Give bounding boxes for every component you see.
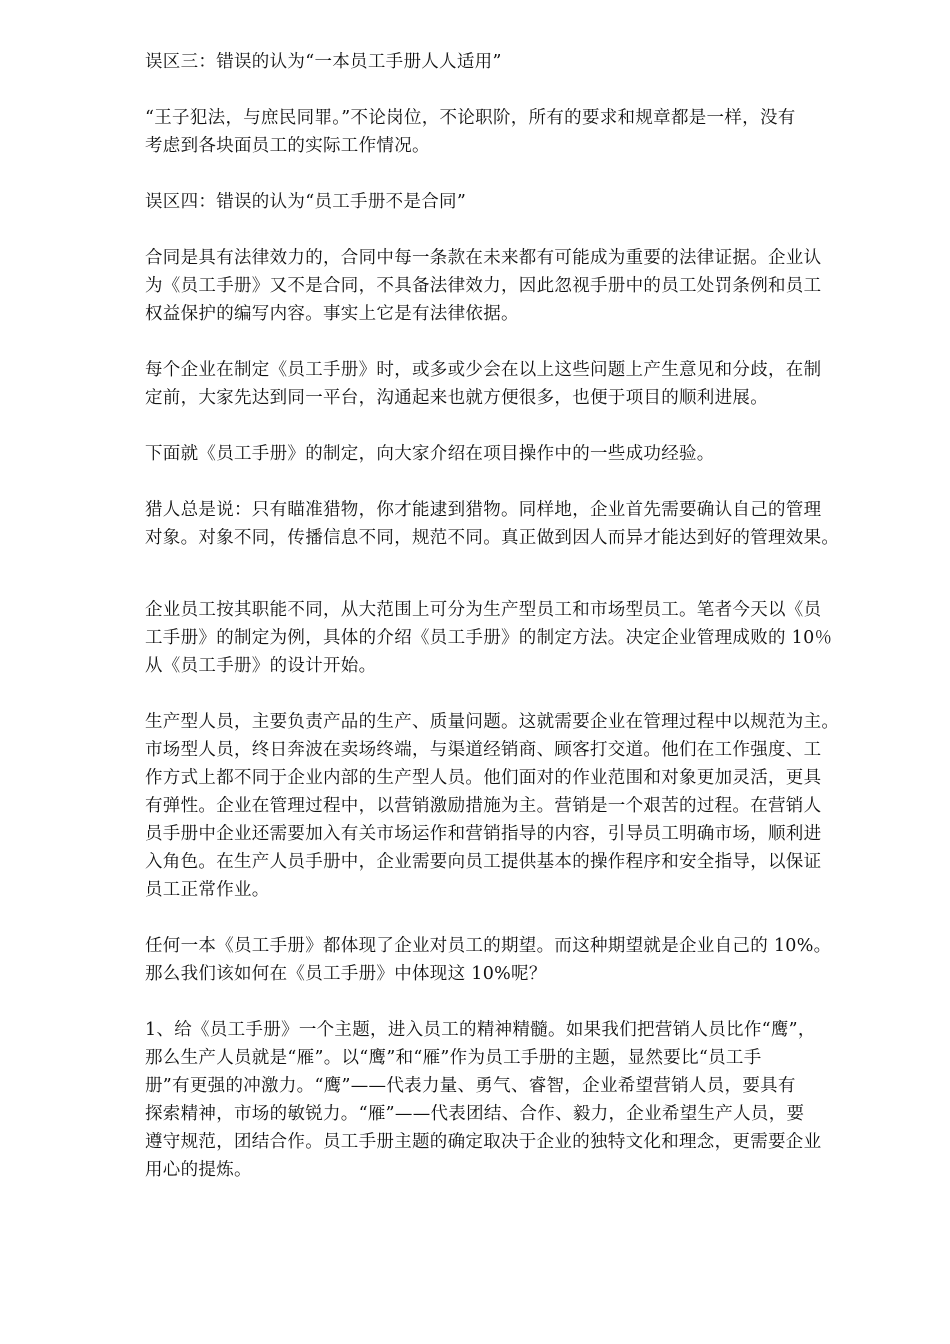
paragraph-theme: 1、给《员工手册》一个主题，进入员工的精神精髓。如果我们把营销人员比作“鹰”， 那么生产人员就是“雁”。以“鹰”和“雁”作为员工手册的主题，显然要比“员工手 册”有更强的冲激力。“鹰”——代表力量、勇气、睿智，企业希望营销人员，要具有 探索精神，市场的敏锐力。“雁”——代表团结、合作、毅力，企业希望生产人员，要 遵守规范，团结合作。员工手册主题的确定取决于企业的独特文化和理念，更需要企业 用心的提炼。 (145, 1020, 822, 1180)
heading-misconception-4: 误区四：错误的认为“员工手册不是合同” (145, 192, 467, 212)
paragraph-intro-experience: 下面就《员工手册》的制定，向大家介绍在项目操作中的一些成功经验。 (145, 444, 715, 464)
paragraph-expectation: 任何一本《员工手册》都体现了企业对员工的期望。而这种期望就是企业自己的 10%。 那么我们该如何在《员工手册》中体现这 10%呢？ (145, 936, 832, 984)
heading-misconception-3: 误区三：错误的认为“一本员工手册人人适用” (145, 52, 502, 72)
paragraph-misconception-4-body: 合同是具有法律效力的，合同中每一条款在未来都有可能成为重要的法律证据。企业认 为《员工手册》又不是合同，不具备法律效力，因此忽视手册中的员工处罚条例和员工 权益保护的编写内容。事实上它是有法律依据。 (145, 248, 822, 324)
paragraph-production-vs-market: 生产型人员，主要负责产品的生产、质量问题。这就需要企业在管理过程中以规范为主。 市场型人员，终日奔波在卖场终端，与渠道经销商、顾客打交道。他们在工作强度、工 作方式上都不同于企业内部的生产型人员。他们面对的作业范围和对象更加灵活，更具 有弹性。企业在管理过程中，以营销激励措施为主。营销是一个艰苦的过程。在营销人 员手册中企业还需要加入有关市场运作和营销指导的内容，引导员工明确市场，顺利进 入角色。在生产人员手册中，企业需要向员工提供基本的操作程序和安全指导，以保证 员工正常作业。 (145, 712, 840, 900)
paragraph-misconception-3-body: “王子犯法，与庶民同罪。”不论岗位，不论职阶，所有的要求和规章都是一样，没有 考虑到各块面员工的实际工作情况。 (145, 108, 796, 156)
paragraph-hunter: 猎人总是说：只有瞄准猎物，你才能逮到猎物。同样地，企业首先需要确认自己的管理 对象。对象不同，传播信息不同，规范不同。真正做到因人而异才能达到好的管理效果。 (145, 500, 840, 548)
paragraph-employee-types: 企业员工按其职能不同，从大范围上可分为生产型员工和市场型员工。笔者今天以《员 工手册》的制定为例，具体的介绍《员工手册》的制定方法。决定企业管理成败的 10％ 从《员工手册》的设计开始。 (145, 600, 833, 676)
document-page (145, 48, 885, 1212)
paragraph-consensus: 每个企业在制定《员工手册》时，或多或少会在以上这些问题上产生意见和分歧，在制 定前，大家先达到同一平台，沟通起来也就方便很多，也便于项目的顺利进展。 (145, 360, 822, 408)
